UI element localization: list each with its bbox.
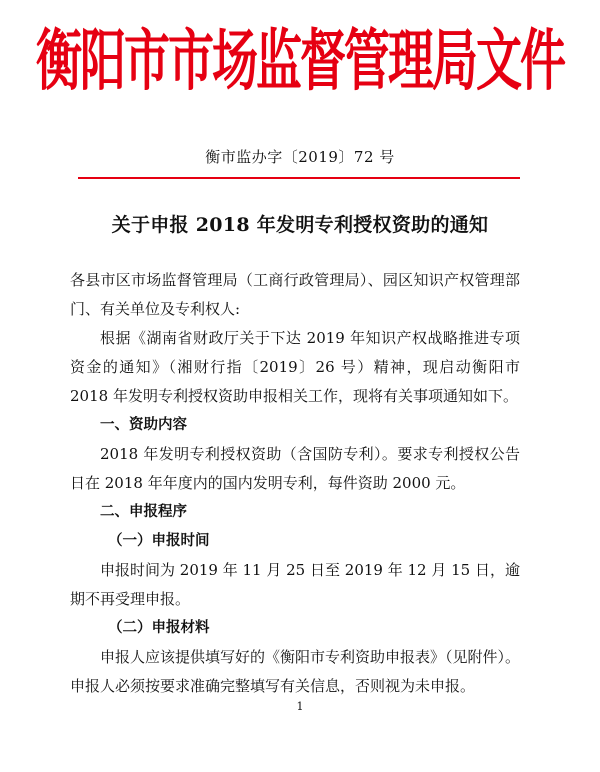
issuing-authority-header: 衡阳市市场监督管理局文件 — [36, 21, 564, 100]
section-1-body: 2018 年发明专利授权资助（含国防专利）。要求专利授权公告日在 2018 年年度内的国内发明专利，每件资助 2000 元。 — [70, 445, 520, 492]
document-number: 衡市监办字〔2019〕72 号 — [205, 148, 395, 166]
page-number: 1 — [296, 700, 304, 713]
addressee: 各县市区市场监督管理局（工商行政管理局）、园区知识产权管理部门、有关单位及专利权人: — [70, 271, 520, 318]
section-1-heading: 一、资助内容 — [100, 417, 187, 433]
red-divider-line — [78, 177, 520, 179]
subsection-2-heading: （二）申报材料 — [108, 620, 210, 636]
subsection-2-body: 申报人应该提供填写好的《衡阳市专利资助申报表》（见附件）。申报人必须按要求准确完整填写有关信息，否则视为未申报。 — [70, 648, 521, 695]
document-body — [70, 266, 521, 701]
intro-paragraph: 根据《湖南省财政厅关于下达 2019 年知识产权战略推进专项资金的通知》（湘财行指〔2019〕26 号）精神，现启动衡阳市 2018 年发明专利授权资助申报相关工作，现将有关事项通知如下。 — [70, 329, 520, 405]
section-2-heading: 二、申报程序 — [100, 504, 187, 520]
subsection-1-heading: （一）申报时间 — [108, 533, 210, 549]
subsection-1-body: 申报时间为 2019 年 11 月 25 日至 2019 年 12 月 15 日，逾期不再受理申报。 — [70, 561, 520, 608]
document-title: 关于申报 2018 年发明专利授权资助的通知 — [111, 214, 489, 236]
